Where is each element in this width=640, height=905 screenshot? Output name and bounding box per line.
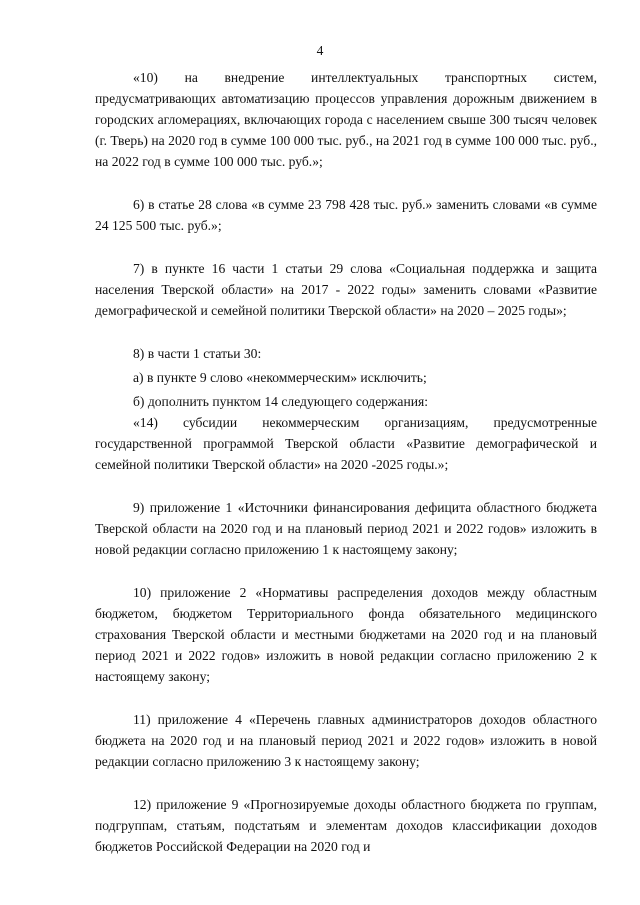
page-number: 4 [316,43,324,58]
paragraph-item-6: 6) в статье 28 слова «в сумме 23 798 428 тыс. руб.» заменить словами «в сумме 24 125 500 тыс. руб.»; [95,197,597,233]
paragraph-item-10: «10) на внедрение интеллектуальных транспортных систем, предусматривающих автоматизацию процессов управления дорожным движением в городских агломерациях, включающих города с населением свыше 300 тысяч человек (г. Тверь) на 2020 год в сумме 100 000 тыс. руб., на 2021 год в сумме 100 000 тыс. руб., на 2022 год в сумме 100 000 тыс. руб.»; [95,70,597,169]
paragraph-item-14-quote: «14) субсидии некоммерческим организациям, предусмотренные государственной программой Тверской области «Развитие демографической и семейной политики Тверской области» на 2020 -2025 годы.»; [95,415,597,472]
document-body [95,67,597,857]
paragraph-item-8b: б) дополнить пунктом 14 следующего содержания: [133,394,429,409]
paragraph-item-11: 11) приложение 4 «Перечень главных администраторов доходов областного бюджета на 2020 год и на плановый период 2021 и 2022 годов» изложить в новой редакции согласно приложению 3 к настоящему закону; [95,712,597,769]
paragraph-item-7: 7) в пункте 16 части 1 статьи 29 слова «Социальная поддержка и защита населения Тверской области» на 2017 - 2022 годы» заменить словами «Развитие демографической и семейной политики Тверской области» на 2020 – 2025 годы»; [95,261,597,318]
paragraph-item-9: 9) приложение 1 «Источники финансирования дефицита областного бюджета Тверской области на 2020 год и на плановый период 2021 и 2022 годов» изложить в новой редакции согласно приложению 1 к настоящему закону; [95,500,597,557]
paragraph-item-8a: а) в пункте 9 слово «некоммерческим» исключить; [133,370,427,385]
paragraph-item-8: 8) в части 1 статьи 30: [133,346,262,361]
paragraph-item-10-annex: 10) приложение 2 «Нормативы распределения доходов между областным бюджетом, бюджетом Территориального фонда обязательного медицинского страхования Тверской области и местными бюджетами на 2020 год и на плановый период 2021 и 2022 годов» изложить в новой редакции согласно приложению 2 к настоящему закону; [95,585,597,684]
paragraph-item-12: 12) приложение 9 «Прогнозируемые доходы областного бюджета по группам, подгруппам, статьям, подстатьям и элементам доходов классификации доходов бюджетов Российской Федерации на 2020 год и [95,797,597,854]
